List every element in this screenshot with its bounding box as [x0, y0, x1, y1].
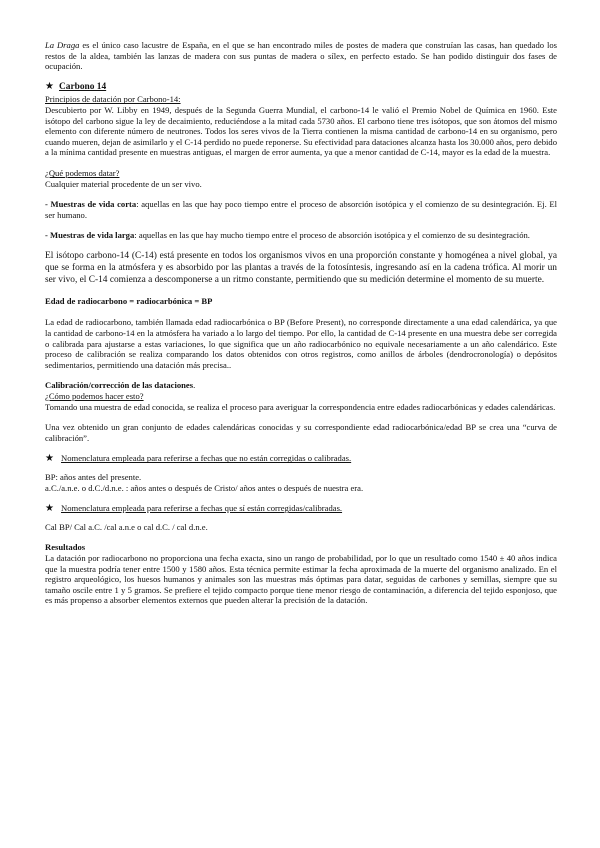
isotope-paragraph: El isótopo carbono-14 (C-14) está presente en todos los organismos vivos en una proporción constante y homogénea a nivel global, ya que se forma en la atmósfera y es absorbido por las plantas a través de la fotosíntesis, ingresando así en la cadena trófica. Al morir un ser vivo, el C-14 comienza a descomponerse a un ritmo constante, permitiendo que su medición determine el momento de su muerte.: [45, 250, 557, 285]
calibracion-question: ¿Cómo podemos hacer esto?: [45, 391, 144, 402]
document-page: [45, 40, 557, 616]
short-life-text: : aquellas en las que hay poco tiempo entre el proceso de absorción isotópica y el comienzo de su desintegración. Ej. El ser humano.: [45, 199, 557, 220]
edad-heading: Edad de radiocarbono = radiocarbónica = BP: [45, 296, 213, 307]
intro-paragraph: [45, 40, 557, 72]
calibrated-definition: Cal BP/ Cal a.C. /cal a.n.e o cal d.C. / cal d.n.e.: [45, 521, 208, 532]
resultados-heading: Resultados: [45, 542, 86, 553]
short-life-paragraph: [45, 199, 557, 220]
resultados-text: La datación por radiocarbono no proporciona una fecha exacta, sino un rango de probabilidad, por lo que un resultado como 1540 ± 40 años indica que la muestra podría tener entre 1500 y 1580 años. Esta técnica permite estimar la fecha aproximada de la muerte del organismo analizado. En el registro arqueológico, los huesos humanos y animales son las muestras más óptimas para datar, seguidas de carbones y semillas, siempre que su tamaño oscile entre 1 y 5 gramos. Se prefiere el tejido compacto porque tiene menor riesgo de contaminación, a diferencia del tejido esponjoso, que es más propenso a absorber elementos externos que pueden alterar la precisión de la datación.: [45, 552, 557, 606]
calibracion-heading: Calibración/corrección de las dataciones: [45, 380, 194, 391]
what-paragraph: [45, 168, 557, 189]
era-definition: a.C./a.n.e. o d.C./d.n.e. : años antes o después de Cristo/ años antes o después de nuestra era.: [45, 482, 364, 493]
long-life-paragraph: [45, 230, 557, 241]
section-carbono-14: [45, 82, 557, 93]
uncalibrated-title: Nomenclatura empleada para referirse a fechas que no están corregidas o calibradas.: [61, 453, 352, 464]
calibracion-text-1: Tomando una muestra de edad conocida, se realiza el proceso para averiguar la correspondencia entre edades radiocarbónicas y edades calendáricas.: [45, 401, 556, 412]
principles-paragraph: [45, 94, 557, 158]
long-life-label: - Muestras de vida larga: [45, 230, 135, 241]
site-name: La Draga: [45, 40, 80, 50]
resultados-paragraph: [45, 542, 557, 606]
intro-text: es el único caso lacustre de España, en el que se han encontrado miles de postes de madera que construían las casas, han quedado los restos de la aldea, también las lanzas de madera con sus puntas de madera o sílex, en perfecto estado. Se han podido distinguir dos fases de ocupación.: [45, 40, 558, 72]
principles-heading: Principios de datación por Carbono-14:: [45, 94, 181, 105]
star-bullet-icon: ★: [45, 502, 54, 514]
edad-text: La edad de radiocarbono, también llamada edad radiocarbónica o BP (Before Present), no corresponde directamente a una edad calendárica, ya que la cantidad de carbono-14 en la atmósfera ha variado a lo largo del tiempo. Por ello, la cantidad de C-14 presente en una muestra debe ser corregida o calibrada para ajustarse a estas variaciones, lo que significa que un año radiocarbónico no equivale necesariamente a un año calendárico. Este proceso de calibración se realiza comparando los datos obtenidos con otros registros, como anillos de árboles (dendrocronología) o depósitos sedimentarios, permitiendo una datación más precisa..: [45, 317, 557, 370]
edad-paragraph: [45, 296, 557, 370]
star-bullet-icon: ★: [45, 452, 54, 464]
calibracion-heading-tail: .: [193, 380, 196, 391]
bp-definition: BP: años antes del presente.: [45, 472, 142, 483]
long-life-text: : aquellas en las que hay mucho tiempo entre el proceso de absorción isotópica y el comienzo de su desintegración.: [134, 230, 530, 241]
calibrated-title: Nomenclatura empleada para referirse a fechas que sí están corregidas/calibradas.: [61, 503, 343, 514]
calibracion-paragraph: [45, 380, 557, 412]
calibrated-nomenclature-heading: [45, 503, 557, 514]
what-heading: ¿Qué podemos datar?: [45, 167, 120, 178]
principles-text: Descubierto por W. Libby en 1949, después de la Segunda Guerra Mundial, el carbono-14 le valió el Premio Nobel de Química en 1960. Este isótopo del carbono sigue la ley de decaimiento, reduciéndose a la mitad cada 5730 años. El carbono tiene tres isótopos, que son átomos del mismo elemento con diferente número de neutrones. Todos los seres vivos de la Tierra contienen la misma cantidad de carbono-14 en su organismo, pero cuando mueren, dejan de asimilarlo y el C-14 perdido no puede reponerse. Su efectividad para dataciones alcanza hasta los 30.000 años, pero debido a la mínima cantidad presente en muestras antiguas, el margen de error aumenta, ya que a menor cantidad de C-14, mayor es la edad de la muestra.: [45, 104, 557, 158]
section-title: Carbono 14: [59, 81, 107, 92]
star-bullet-icon: ★: [45, 81, 54, 93]
short-life-label: - Muestras de vida corta: [45, 199, 137, 210]
uncalibrated-nomenclature-heading: [45, 453, 557, 464]
what-text: Cualquier material procedente de un ser vivo.: [45, 178, 202, 189]
calibration-curve-paragraph: Una vez obtenido un gran conjunto de edades calendáricas conocidas y su correspondiente edad radiocarbónica/edad BP se crea una “curva de calibración”.: [45, 422, 557, 443]
